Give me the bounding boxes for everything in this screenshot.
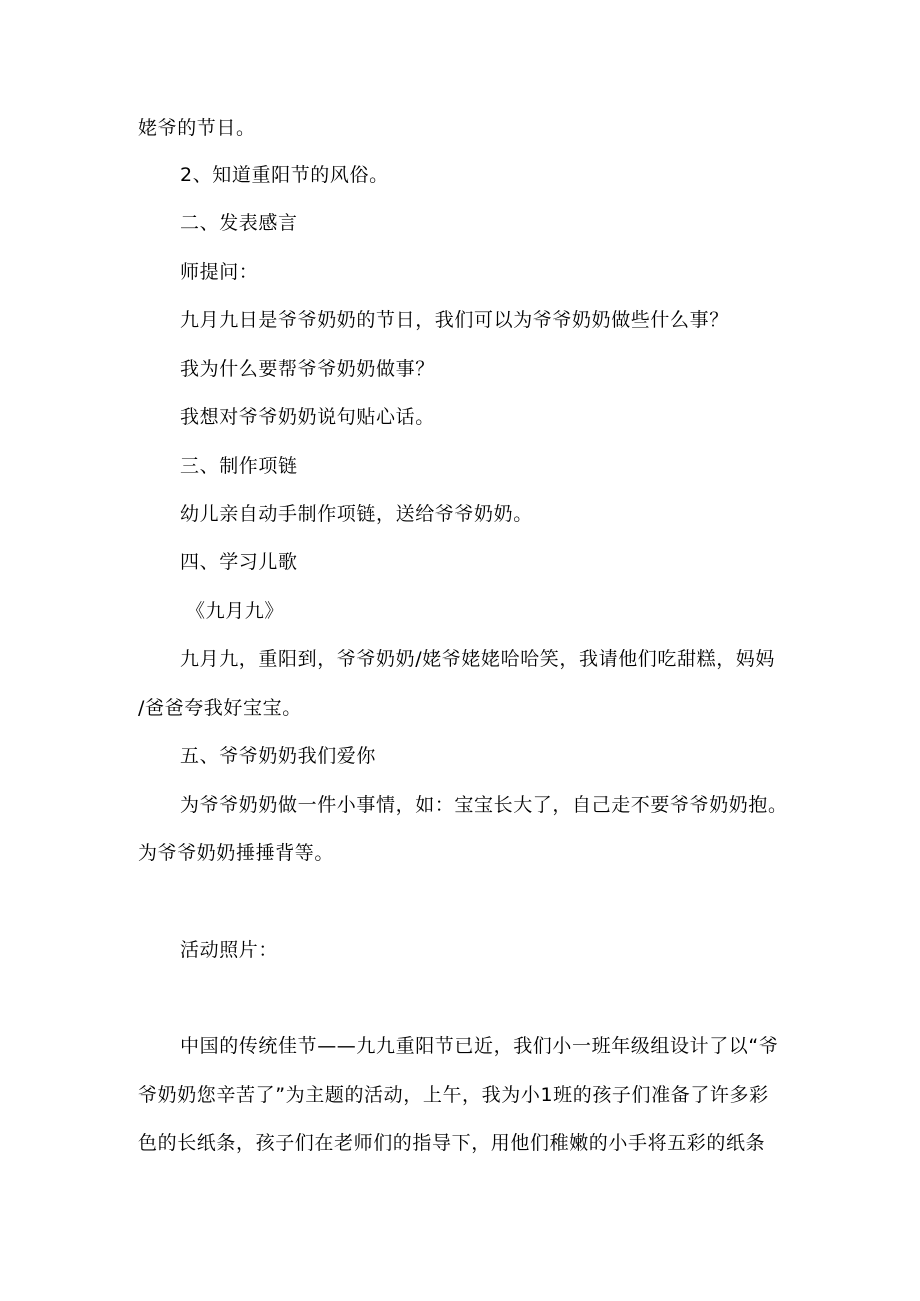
text-line: 我为什么要帮爷爷奶奶做事？ <box>180 358 435 380</box>
text-line: 活动照片： <box>180 939 279 961</box>
text-line: 中国的传统佳节——九九重阳节已近，我们小一班年级组设计了以“爷 <box>180 1035 779 1057</box>
text-line: 九月九日是爷爷奶奶的节日，我们可以为爷爷奶奶做些什么事？ <box>180 309 729 331</box>
text-line: 色的长纸条，孩子们在老师们的指导下，用他们稚嫩的小手将五彩的纸条 <box>138 1132 766 1154</box>
text-line: 师提问： <box>180 261 259 283</box>
poem-title: 《九月九》 <box>186 600 285 622</box>
text-line: 为爷爷奶奶捶捶背等。 <box>138 842 335 864</box>
text-line: 九月九，重阳到，爷爷奶奶/姥爷姥姥哈哈笑，我请他们吃甜糕，妈妈 <box>180 648 776 670</box>
text-line: 2、知道重阳节的风俗。 <box>180 164 389 186</box>
text-line: 爷奶奶您辛苦了”为主题的活动，上午，我为小1班的孩子们准备了许多彩 <box>138 1084 769 1106</box>
text-line: 幼儿亲自动手制作项链，送给爷爷奶奶。 <box>180 503 533 525</box>
section-heading: 三、制作项链 <box>180 455 298 477</box>
text-line: 姥爷的节日。 <box>138 117 256 139</box>
text-line: 为爷爷奶奶做一件小事情，如：宝宝长大了，自己走不要爷爷奶奶抱。 <box>180 794 788 816</box>
section-heading: 五、爷爷奶奶我们爱你 <box>180 745 377 767</box>
section-heading: 二、发表感言 <box>180 212 298 234</box>
section-heading: 四、学习儿歌 <box>180 551 298 573</box>
text-line: 我想对爷爷奶奶说句贴心话。 <box>180 406 435 428</box>
text-line: /爸爸夸我好宝宝。 <box>138 697 302 719</box>
